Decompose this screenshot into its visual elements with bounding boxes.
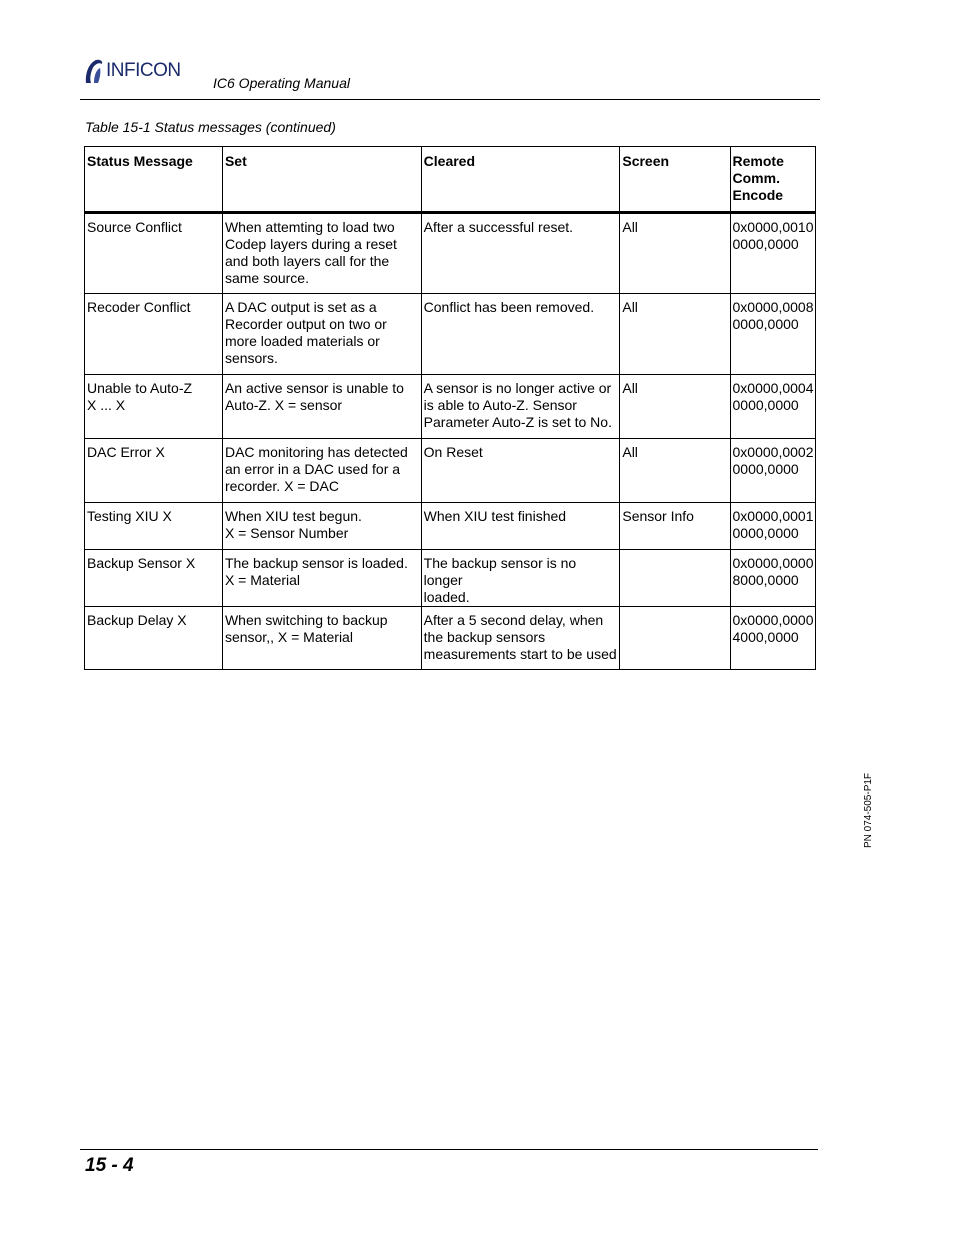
cell-cleared bbox=[421, 375, 620, 439]
cell-screen bbox=[620, 503, 730, 550]
cell-set-line: An active sensor is unable to bbox=[224, 380, 404, 396]
cell-status-message-line: Backup Sensor X bbox=[87, 555, 196, 571]
cell-encode-line: 0000,0000 bbox=[732, 397, 799, 413]
cell-set-line: same source. bbox=[224, 270, 309, 286]
cell-cleared-line: A sensor is no longer active or bbox=[423, 380, 612, 396]
cell-screen bbox=[620, 550, 730, 607]
status-messages-table bbox=[84, 146, 816, 670]
table-row bbox=[85, 503, 816, 550]
cell-encode-line: 4000,0000 bbox=[732, 629, 799, 645]
cell-cleared bbox=[421, 607, 620, 670]
cell-cleared-line: When XIU test finished bbox=[423, 508, 567, 524]
header-status-message bbox=[85, 147, 223, 213]
header-screen bbox=[620, 147, 730, 213]
logo-text: INFICON bbox=[106, 60, 181, 81]
cell-encode-line: 8000,0000 bbox=[732, 572, 799, 588]
cell-set-line: an error in a DAC used for a bbox=[224, 461, 401, 477]
cell-encode-line: 0000,0000 bbox=[732, 525, 799, 541]
cell-set-line: more loaded materials or bbox=[224, 333, 380, 349]
table-header-row bbox=[85, 147, 816, 213]
header-remote-comm-encode-line: Comm. bbox=[732, 170, 780, 186]
cell-cleared-line: is able to Auto-Z. Sensor bbox=[423, 397, 577, 413]
cell-cleared-line: On Reset bbox=[423, 444, 483, 460]
cell-cleared bbox=[421, 550, 620, 607]
cell-set-line: When switching to backup bbox=[224, 612, 388, 628]
cell-encode bbox=[730, 375, 815, 439]
header-remote-comm-encode bbox=[730, 147, 815, 213]
inficon-logo bbox=[82, 58, 181, 84]
cell-cleared-line: the backup sensors bbox=[423, 629, 546, 645]
cell-set-line: recorder. X = DAC bbox=[224, 478, 339, 494]
table-row bbox=[85, 550, 816, 607]
header-divider bbox=[80, 99, 820, 100]
cell-cleared bbox=[421, 503, 620, 550]
cell-set-line: DAC monitoring has detected bbox=[224, 444, 408, 460]
header-cleared bbox=[421, 147, 620, 213]
table-row bbox=[85, 213, 816, 294]
table-body bbox=[85, 213, 816, 670]
part-number: PN 074-505-P1F bbox=[863, 772, 874, 848]
cell-cleared-line: After a successful reset. bbox=[423, 219, 574, 235]
header-remote-comm-encode-line: Remote bbox=[732, 153, 784, 169]
cell-screen-line: All bbox=[622, 444, 638, 460]
cell-encode-line: 0x0000,0008 bbox=[732, 299, 814, 315]
document-title: IC6 Operating Manual bbox=[213, 75, 350, 91]
footer-divider bbox=[80, 1149, 818, 1150]
header-cleared-line: Cleared bbox=[423, 153, 476, 169]
cell-encode-line: 0x0000,0004 bbox=[732, 380, 814, 396]
cell-encode-line: 0000,0000 bbox=[732, 236, 799, 252]
cell-set-line: When XIU test begun. bbox=[224, 508, 362, 524]
cell-set bbox=[222, 550, 421, 607]
cell-screen-line: All bbox=[622, 219, 638, 235]
header-screen-line: Screen bbox=[622, 153, 670, 169]
cell-set-line: Recorder output on two or bbox=[224, 316, 387, 332]
cell-status-message-line: Recoder Conflict bbox=[87, 299, 191, 315]
inficon-swoosh-icon bbox=[82, 58, 104, 84]
cell-screen bbox=[620, 213, 730, 294]
cell-screen bbox=[620, 607, 730, 670]
table-caption: Table 15-1 Status messages (continued) bbox=[85, 119, 336, 135]
cell-set-line: sensor,, X = Material bbox=[224, 629, 353, 645]
cell-status-message bbox=[85, 550, 223, 607]
cell-status-message bbox=[85, 439, 223, 503]
cell-status-message bbox=[85, 294, 223, 375]
cell-status-message-line: Unable to Auto-Z bbox=[87, 380, 193, 396]
cell-screen bbox=[620, 294, 730, 375]
page-number: 15 - 4 bbox=[85, 1155, 134, 1176]
cell-encode-line: 0x0000,0000 bbox=[732, 612, 814, 628]
cell-status-message-line: DAC Error X bbox=[87, 444, 165, 460]
cell-cleared bbox=[421, 213, 620, 294]
cell-encode-line: 0x0000,0001 bbox=[732, 508, 814, 524]
cell-status-message-line: Backup Delay X bbox=[87, 612, 187, 628]
cell-set-line: X = Material bbox=[224, 572, 301, 588]
cell-set-line: Codep layers during a reset bbox=[224, 236, 397, 252]
header-remote-comm-encode-line: Encode bbox=[732, 187, 784, 203]
cell-set-line: The backup sensor is loaded. bbox=[224, 555, 408, 571]
cell-cleared-line: measurements start to be used bbox=[423, 646, 617, 662]
cell-status-message bbox=[85, 375, 223, 439]
cell-set-line: sensors. bbox=[224, 350, 278, 366]
cell-status-message-line: Testing XIU X bbox=[87, 508, 172, 524]
cell-cleared-line: Parameter Auto-Z is set to No. bbox=[423, 414, 612, 430]
cell-set-line: and both layers call for the bbox=[224, 253, 390, 269]
cell-screen-line: All bbox=[622, 299, 638, 315]
cell-status-message bbox=[85, 607, 223, 670]
cell-encode-line: 0000,0000 bbox=[732, 461, 799, 477]
cell-encode-line: 0000,0000 bbox=[732, 316, 799, 332]
cell-set bbox=[222, 439, 421, 503]
cell-encode bbox=[730, 294, 815, 375]
cell-set-line: A DAC output is set as a bbox=[224, 299, 377, 315]
cell-set-line: Auto-Z. X = sensor bbox=[224, 397, 343, 413]
cell-set bbox=[222, 375, 421, 439]
table-row bbox=[85, 607, 816, 670]
cell-set-line: When attemting to load two bbox=[224, 219, 395, 235]
cell-encode bbox=[730, 503, 815, 550]
table-row bbox=[85, 294, 816, 375]
cell-screen-line: Sensor Info bbox=[622, 508, 694, 524]
header-set bbox=[222, 147, 421, 213]
cell-encode bbox=[730, 607, 815, 670]
cell-encode-line: 0x0000,0010 bbox=[732, 219, 814, 235]
cell-set-line: X = Sensor Number bbox=[224, 525, 349, 541]
cell-cleared-line: Conflict has been removed. bbox=[423, 299, 595, 315]
cell-set bbox=[222, 607, 421, 670]
header-set-line: Set bbox=[224, 153, 247, 169]
cell-screen bbox=[620, 375, 730, 439]
cell-screen-line: All bbox=[622, 380, 638, 396]
cell-encode-line: 0x0000,0000 bbox=[732, 555, 814, 571]
cell-status-message-line: Source Conflict bbox=[87, 219, 182, 235]
cell-screen bbox=[620, 439, 730, 503]
cell-cleared-line: loaded. bbox=[423, 589, 470, 605]
cell-encode-line: 0x0000,0002 bbox=[732, 444, 814, 460]
cell-status-message bbox=[85, 503, 223, 550]
cell-encode bbox=[730, 439, 815, 503]
cell-set bbox=[222, 294, 421, 375]
cell-set bbox=[222, 503, 421, 550]
cell-status-message bbox=[85, 213, 223, 294]
cell-encode bbox=[730, 550, 815, 607]
cell-cleared-line: The backup sensor is no longer bbox=[423, 555, 577, 588]
cell-cleared bbox=[421, 294, 620, 375]
cell-set bbox=[222, 213, 421, 294]
header-status-message-line: Status Message bbox=[87, 153, 193, 169]
cell-encode bbox=[730, 213, 815, 294]
table-row bbox=[85, 375, 816, 439]
cell-status-message-line: X ... X bbox=[87, 397, 126, 413]
table-row bbox=[85, 439, 816, 503]
cell-cleared bbox=[421, 439, 620, 503]
cell-cleared-line: After a 5 second delay, when bbox=[423, 612, 604, 628]
